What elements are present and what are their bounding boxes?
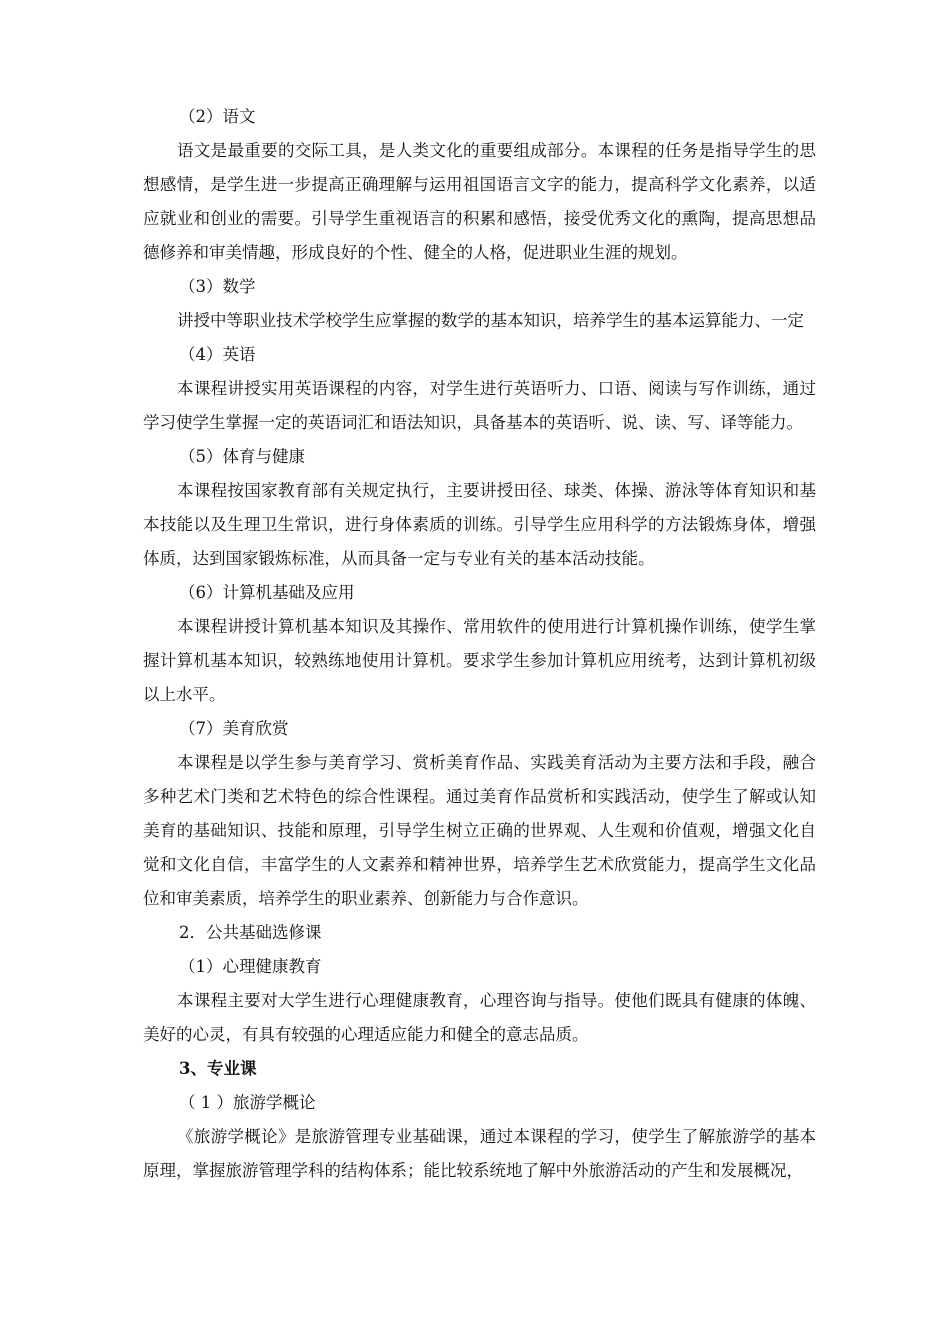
section-heading-math: （3）数学 — [179, 277, 256, 296]
section-heading-professional: 3、专业课 — [179, 1059, 257, 1078]
section-heading-chinese: （2）语文 — [179, 107, 256, 126]
section-heading-electives: 2．公共基础选修课 — [179, 923, 322, 942]
section-heading-computer: （6）计算机基础及应用 — [179, 583, 355, 602]
paragraph-mental-health: 本课程主要对大学生进行心理健康教育，心理咨询与指导。使他们既具有健康的体魄、美好的心灵，有具有较强的心理适应能力和健全的意志品质。 — [143, 991, 816, 1044]
paragraph-computer: 本课程讲授计算机基本知识及其操作、常用软件的使用进行计算机操作训练，使学生掌握计算机基本知识，较熟练地使用计算机。要求学生参加计算机应用统考，达到计算机初级以上水平。 — [143, 617, 816, 704]
section-heading-aesthetics: （7）美育欣赏 — [179, 719, 289, 738]
paragraph-english: 本课程讲授实用英语课程的内容，对学生进行英语听力、口语、阅读与写作训练，通过学习使学生掌握一定的英语词汇和语法知识，具备基本的英语听、说、读、写、译等能力。 — [143, 379, 816, 432]
section-heading-mental-health: （1）心理健康教育 — [179, 957, 322, 976]
section-heading-pe: （5）体育与健康 — [179, 447, 305, 466]
paragraph-pe: 本课程按国家教育部有关规定执行，主要讲授田径、球类、体操、游泳等体育知识和基本技能以及生理卫生常识，进行身体素质的训练。引导学生应用科学的方法锻炼身体，增强体质，达到国家锻炼标准，从而具备一定与专业有关的基本活动技能。 — [143, 481, 816, 568]
paragraph-aesthetics: 本课程是以学生参与美育学习、赏析美育作品、实践美育活动为主要方法和手段，融合多种艺术门类和艺术特色的综合性课程。通过美育作品赏析和实践活动，使学生了解或认知美育的基础知识、技能和原理，引导学生树立正确的世界观、人生观和价值观，增强文化自觉和文化自信，丰富学生的人文素养和精神世界，培养学生艺术欣赏能力，提高学生文化品位和审美素质，培养学生的职业素养、创新能力与合作意识。 — [143, 753, 816, 908]
paragraph-math: 讲授中等职业技术学校学生应掌握的数学的基本知识，培养学生的基本运算能力、一定 — [177, 311, 804, 330]
section-heading-tourism: （ 1 ）旅游学概论 — [179, 1093, 316, 1112]
section-heading-english: （4）英语 — [179, 345, 256, 364]
paragraph-tourism: 《旅游学概论》是旅游管理专业基础课，通过本课程的学习，使学生了解旅游学的基本原理，掌握旅游管理学科的结构体系；能比较系统地了解中外旅游活动的产生和发展概况， — [143, 1127, 816, 1180]
paragraph-chinese: 语文是最重要的交际工具，是人类文化的重要组成部分。本课程的任务是指导学生的思想感情，是学生进一步提高正确理解与运用祖国语言文字的能力，提高科学文化素养，以适应就业和创业的需要。引导学生重视语言的积累和感悟，接受优秀文化的熏陶，提高思想品德修养和审美情趣，形成良好的个性、健全的人格，促进职业生涯的规划。 — [143, 141, 816, 262]
